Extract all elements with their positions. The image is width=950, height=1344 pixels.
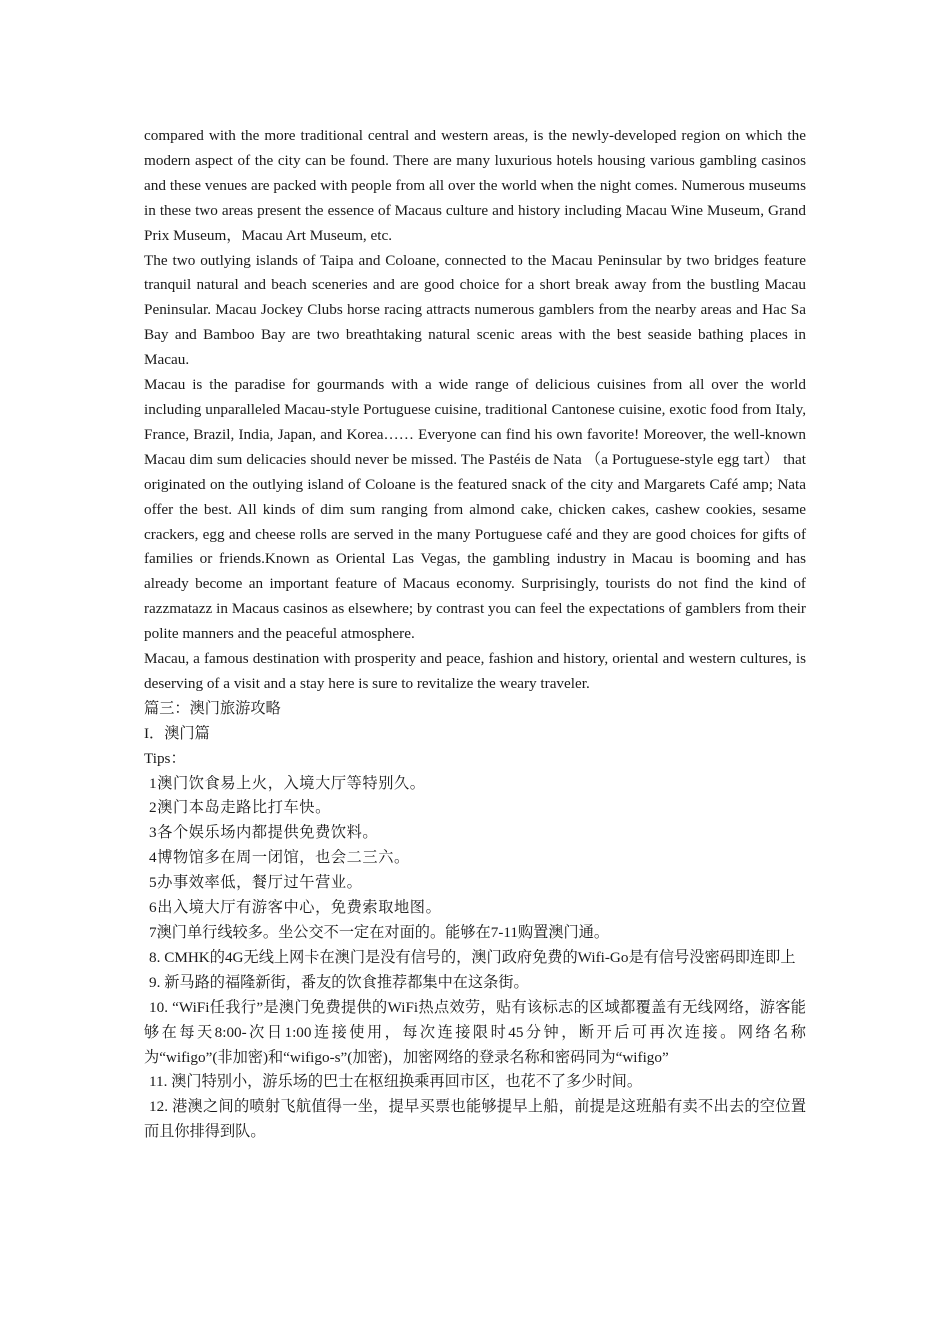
paragraph-conclusion: Macau, a famous destination with prosperity and peace, fashion and history, oriental and western cultures, is deserving of a visit and a stay here is sure to revitalize the weary traveler. — [144, 650, 806, 692]
tip-item: 11. 澳门特别小，游乐场的巴士在枢纽换乘再回市区，也花不了多少时间。 — [149, 1073, 643, 1091]
tips-label: Tips： — [144, 749, 186, 767]
paragraph-cuisine: Macau is the paradise for gourmands with a wide range of delicious cuisines from all over the world including unparalleled Macau-style Portuguese cuisine, traditional Cantonese cuisine, exotic food from Italy, France, Brazil, India, Japan, and Korea…… Everyone can find his own favorite! Moreover, the well-known Macau dim sum delicacies should never be missed. The Pastéis de Nata （a Portuguese-style egg tart） that originated on the outlying island of Coloane is the featured snack of the city and Margarets Café amp; Nata offer the best. All kinds of dim sum ranging from almond cake, chicken cakes, cashew cookies, sesame crackers, egg and cheese rolls are served in the many Portuguese café and they are good choices for gifts of families or friends.Known as Oriental Las Vegas, the gambling industry in Macau is booming and has already become an important feature of Macaus economy. Surprisingly, tourists do not find the kind of razzmatazz in Macaus casinos as elsewhere; by contrast you can feel the expectations of gamblers from their polite manners and the peaceful atmosphere. — [144, 376, 806, 643]
section-title: 篇三：澳门旅游攻略 — [144, 699, 281, 717]
paragraph-islands: The two outlying islands of Taipa and Coloane, connected to the Macau Peninsular by two bridges feature tranquil natural and beach sceneries and are good choice for a short break away from the bustling Macau Peninsular. Macau Jockey Clubs horse racing attracts numerous gamblers from the nearby areas and Hac Sa Bay and Bamboo Bay are two breathtaking natural scenic areas with the best seaside bathing places in Macau. — [144, 251, 806, 369]
part-title: I．澳门篇 — [144, 724, 210, 742]
document-page — [144, 124, 806, 1145]
tip-item: 12. 港澳之间的喷射飞航值得一坐，提早买票也能够提早上船，前提是这班船有卖不出去的空位置而且你排得到队。 — [144, 1098, 806, 1141]
tip-item: 10. “WiFi任我行”是澳门免费提供的WiFi热点效劳，贴有该标志的区域都覆盖有无线网络，游客能够在每天8:00-次日1:00连接使用，每次连接限时45分钟，断开后可再次连接。网络名称为“wifigo”(非加密)和“wifigo-s”(加密)，加密网络的登录名称和密码同为“wifigo” — [144, 998, 806, 1066]
tip-item: 7澳门单行线较多。坐公交不一定在对面的。能够在7-11购置澳门通。 — [149, 924, 610, 941]
tip-item: 9. 新马路的福隆新街，番友的饮食推荐都集中在这条街。 — [149, 973, 529, 991]
tip-item: 1澳门饮食易上火，入境大厅等特别久。 — [149, 774, 426, 792]
tip-item: 5办事效率低，餐厅过午营业。 — [149, 874, 363, 892]
paragraph-districts: compared with the more traditional central and western areas, is the newly-developed region on which the modern aspect of the city can be found. There are many luxurious hotels housing various gambling casinos and these venues are packed with people from all over the world when the night comes. Numerous museums in these two areas present the essence of Macaus culture and history including Macau Wine Museum, Grand Prix Museum，Macau Art Museum, etc. — [144, 127, 806, 244]
tip-item: 2澳门本岛走路比打车快。 — [149, 799, 331, 817]
tip-item: 8. CMHK的4G无线上网卡在澳门是没有信号的，澳门政府免费的Wifi-Go是有信号没密码即连即上 — [149, 948, 796, 966]
tip-item: 3各个娱乐场内都提供免费饮料。 — [149, 824, 379, 842]
tip-item: 4博物馆多在周一闭馆，也会二三六。 — [149, 849, 410, 867]
tip-item: 6出入境大厅有游客中心，免费索取地图。 — [149, 899, 442, 917]
